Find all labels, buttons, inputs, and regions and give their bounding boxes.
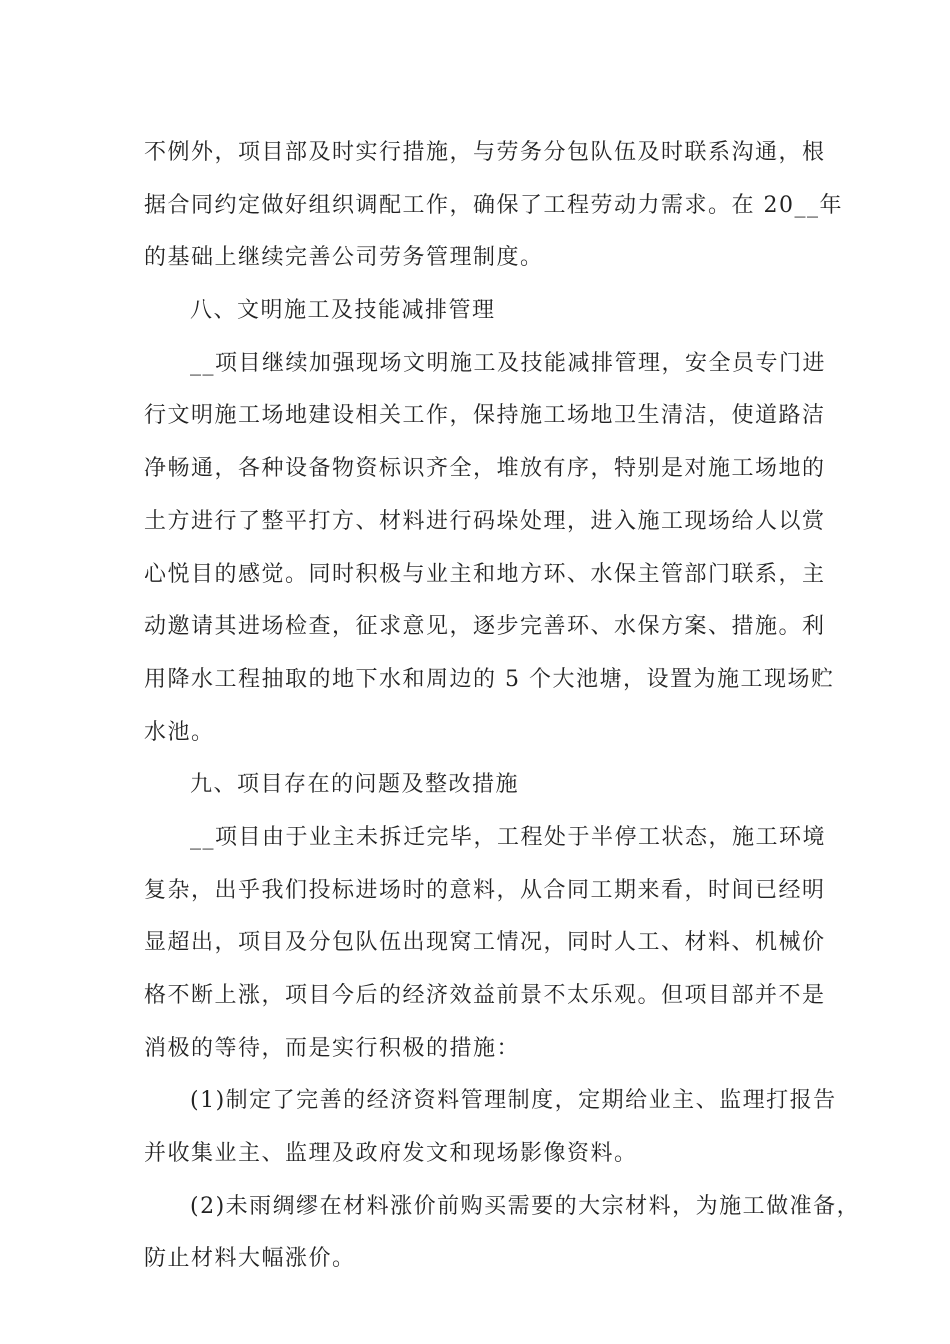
text-line: __项目由于业主未拆迁完毕，工程处于半停工状态，施工环境	[190, 824, 827, 850]
text-line: 并收集业主、监理及政府发文和现场影像资料。	[144, 1141, 638, 1167]
text-line: 格不断上涨，项目今后的经济效益前景不太乐观。但项目部并不是	[144, 983, 826, 1008]
text-line: 水池。	[144, 719, 215, 745]
document-body	[144, 127, 861, 1286]
text-line: 消极的等待，而是实行积极的措施：	[144, 1035, 521, 1061]
section-heading: 九、项目存在的问题及整改措施	[190, 772, 520, 798]
text-line: 行文明施工场地建设相关工作，保持施工场地卫生清洁，使道路洁	[144, 403, 826, 429]
list-item: (1)制定了完善的经济资料管理制度，定期给业主、监理打报告	[190, 1088, 837, 1114]
text-line: 不例外，项目部及时实行措施，与劳务分包队伍及时联系沟通，根	[144, 140, 826, 165]
text-line: __项目继续加强现场文明施工及技能减排管理，安全员专门进	[190, 350, 827, 376]
text-line: 的基础上继续完善公司劳务管理制度。	[144, 245, 544, 271]
list-item: (2)未雨绸缪在材料涨价前购买需要的大宗材料，为施工做准备，	[190, 1193, 861, 1219]
text-line: 用降水工程抽取的地下水和周边的 5 个大池塘，设置为施工现场贮	[144, 666, 835, 692]
text-line: 据合同约定做好组织调配工作，确保了工程劳动力需求。在 20__年	[144, 192, 843, 218]
text-line: 土方进行了整平打方、材料进行码垛处理，进入施工现场给人以赏	[144, 508, 826, 534]
text-line: 动邀请其进场检查，征求意见，逐步完善环、水保方案、措施。利	[144, 614, 826, 640]
section-heading: 八、文明施工及技能减排管理	[190, 298, 496, 324]
text-line: 防止材料大幅涨价。	[144, 1246, 356, 1272]
text-line: 显超出，项目及分包队伍出现窝工情况，同时人工、材料、机械价	[144, 930, 826, 956]
text-line: 心悦目的感觉。同时积极与业主和地方环、水保主管部门联系，主	[144, 561, 826, 587]
text-line: 净畅通，各种设备物资标识齐全，堆放有序，特别是对施工场地的	[144, 456, 826, 482]
text-line: 复杂，出乎我们投标进场时的意料，从合同工期来看，时间已经明	[144, 877, 826, 903]
